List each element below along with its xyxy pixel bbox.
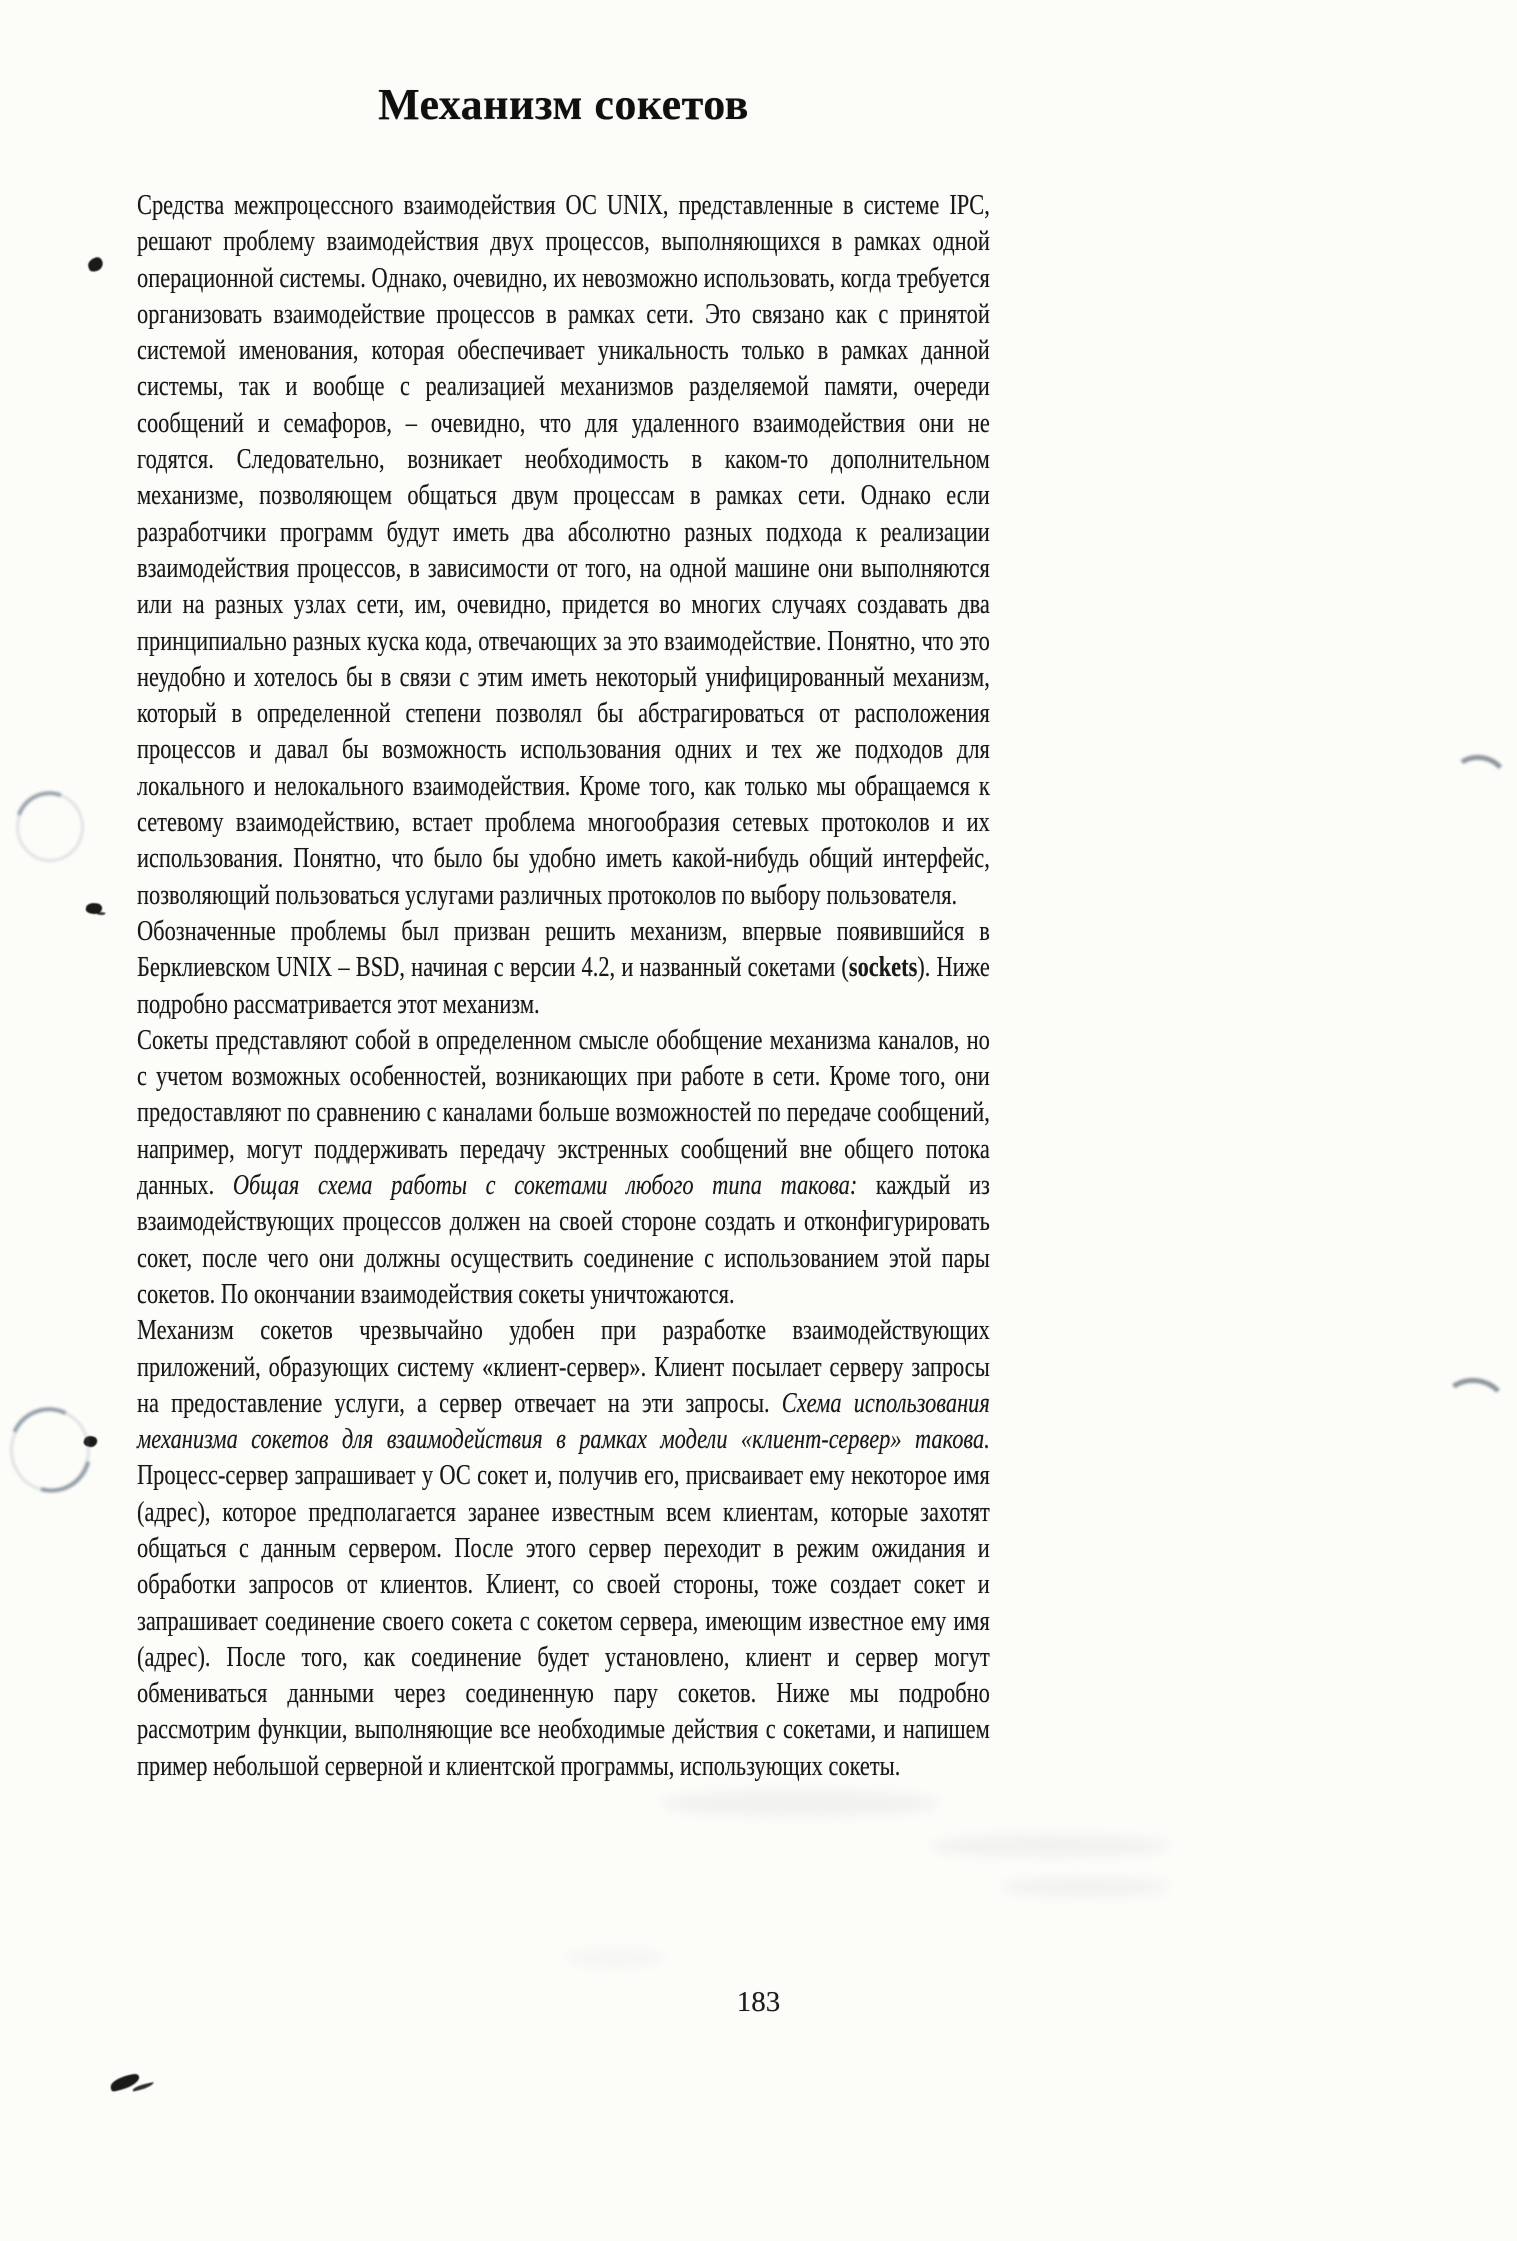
scan-arc-artifact-right-lower xyxy=(1438,1375,1509,1438)
scan-smudge-1 xyxy=(660,1790,940,1816)
page-number: 183 xyxy=(736,1986,781,2018)
ink-mark-bottom-left xyxy=(109,2073,141,2092)
paragraph-2-text-end: ). Ниже подробно рассматривается этот механизм. xyxy=(137,952,990,1020)
scan-smudge-4 xyxy=(565,1950,665,1966)
paragraph-4 xyxy=(137,1313,990,1785)
pen-ring-smudge-upper-arc xyxy=(3,780,97,875)
page-title: Механизм сокетов xyxy=(378,80,749,130)
scan-smudge-2 xyxy=(930,1835,1170,1857)
italic-phrase-socket-scheme: Общая схема работы с сокетами любого типа такова: xyxy=(232,1170,858,1202)
paragraph-3-text: Сокеты представляют собой в определенном смысле обобщение механизма каналов, но с учетом возможных особенностей, возникающих при работе в сети. Кроме того, они предоставляют по сравнению с каналами больше возможностей по передаче сообщений, например, могут поддерживать передачу экстренных сообщений вне общего потока данных. xyxy=(137,1024,990,1202)
ink-speck-top-left-margin xyxy=(86,256,105,273)
paragraph-2-text: Обозначенные проблемы был призван решить механизм, впервые появившийся в Берклиевском UNIX – BSD, начиная с версии 4.2, и названный сокетами ( xyxy=(137,915,990,984)
paragraph-4-text: Механизм сокетов чрезвычайно удобен при разработке взаимодействующих приложений, образующих систему «клиент-сервер». Клиент посылает серверу запросы на предоставление услуги, а сервер отвечает на эти запросы. xyxy=(137,1315,990,1419)
paragraph-3-text-end: каждый из взаимодействующих процессов должен на своей стороне создать и отконфигурировать сокет, после чего они должны осуществить соединение с использованием этой пары сокетов. По окончании взаимодействия сокеты уничтожаются. xyxy=(137,1170,990,1310)
pen-ring-smudge-lower xyxy=(10,1408,90,1492)
paragraph-2 xyxy=(137,914,990,1023)
paragraph-1-text: Средства межпроцессного взаимодействия ОС UNIX, представленные в системе IPC, решают проблему взаимодействия двух процессов, выполняющихся в рамках одной операционной системы. Однако, очевидно, их невозможно использовать, когда требуется организовать взаимодействие процессов в рамках сети. Это связано как с принятой системой именования, которая обеспечивает уникальность только в рамках данной системы, так и вообще с реализацией механизмов разделяемой памяти, очереди сообщений и семафоров, – очевидно, что для удаленного взаимодействия они не годятся. Следовательно, возникает необходимость в каком-то дополнительном механизме, позволяющем общаться двум процессам в рамках сети. Однако если разработчики программ будут иметь два абсолютно разных подхода к реализации взаимодействия процессов, в зависимости от того, на одной машине они выполняются или на разных узлах сети, им, очевидно, придется во многих случаях создавать два принципиально разных куска кода, отвечающих за это взаимодействие. Понятно, что это неудобно и хотелось бы в связи с этим иметь некоторый унифицированный механизм, который в определенной степени позволял бы абстрагироваться от расположения процессов и давал бы возможность использования одних и тех же подходов для локального и нелокального взаимодействия. Кроме того, как только мы обращаемся к сетевому взаимодействию, встает проблема многообразия сетевых протоколов и их использования. Понятно, что было бы удобно иметь какой-нибудь общий интерфейс, позволяющий пользоваться услугами различных протоколов по выбору пользователя. xyxy=(137,190,990,911)
paragraph-4-text-end: Процесс-сервер запрашивает у ОС сокет и, получив его, присваивает ему некоторое имя (адрес), которое предполагается заранее известным всем клиентам, которые захотят общаться с данным сервером. После этого сервер переходит в режим ожидания и обработки запросов от клиентов. Клиент, со своей стороны, тоже создает сокет и запрашивает соединение своего сокета с сокетом сервера, имеющим известное ему имя (адрес). После того, как соединение будет установлено, клиент и сервер могут обмениваться данными через соединенную пару сокетов. Ниже мы подробно рассмотрим функции, выполняющие все необходимые действия с сокетами, и напишем пример небольшой серверной и клиентской программы, использующих сокеты. xyxy=(137,1460,990,1782)
paragraph-3 xyxy=(137,1023,990,1313)
italic-phrase-client-server-scheme: Схема использования механизма сокетов для взаимодействия в рамках модели «клиент-сервер» такова. xyxy=(137,1387,990,1456)
bold-term-sockets: sockets xyxy=(848,952,918,984)
body-text xyxy=(137,188,990,1785)
paragraph-1 xyxy=(137,188,990,914)
pen-ring-smudge-upper xyxy=(16,792,84,862)
scan-smudge-3 xyxy=(1000,1878,1170,1896)
ink-speck-middle-left-margin xyxy=(85,902,102,915)
pen-ring-smudge-lower-arc-bottom xyxy=(0,1392,107,1507)
scan-arc-artifact-right-upper xyxy=(1447,751,1511,809)
